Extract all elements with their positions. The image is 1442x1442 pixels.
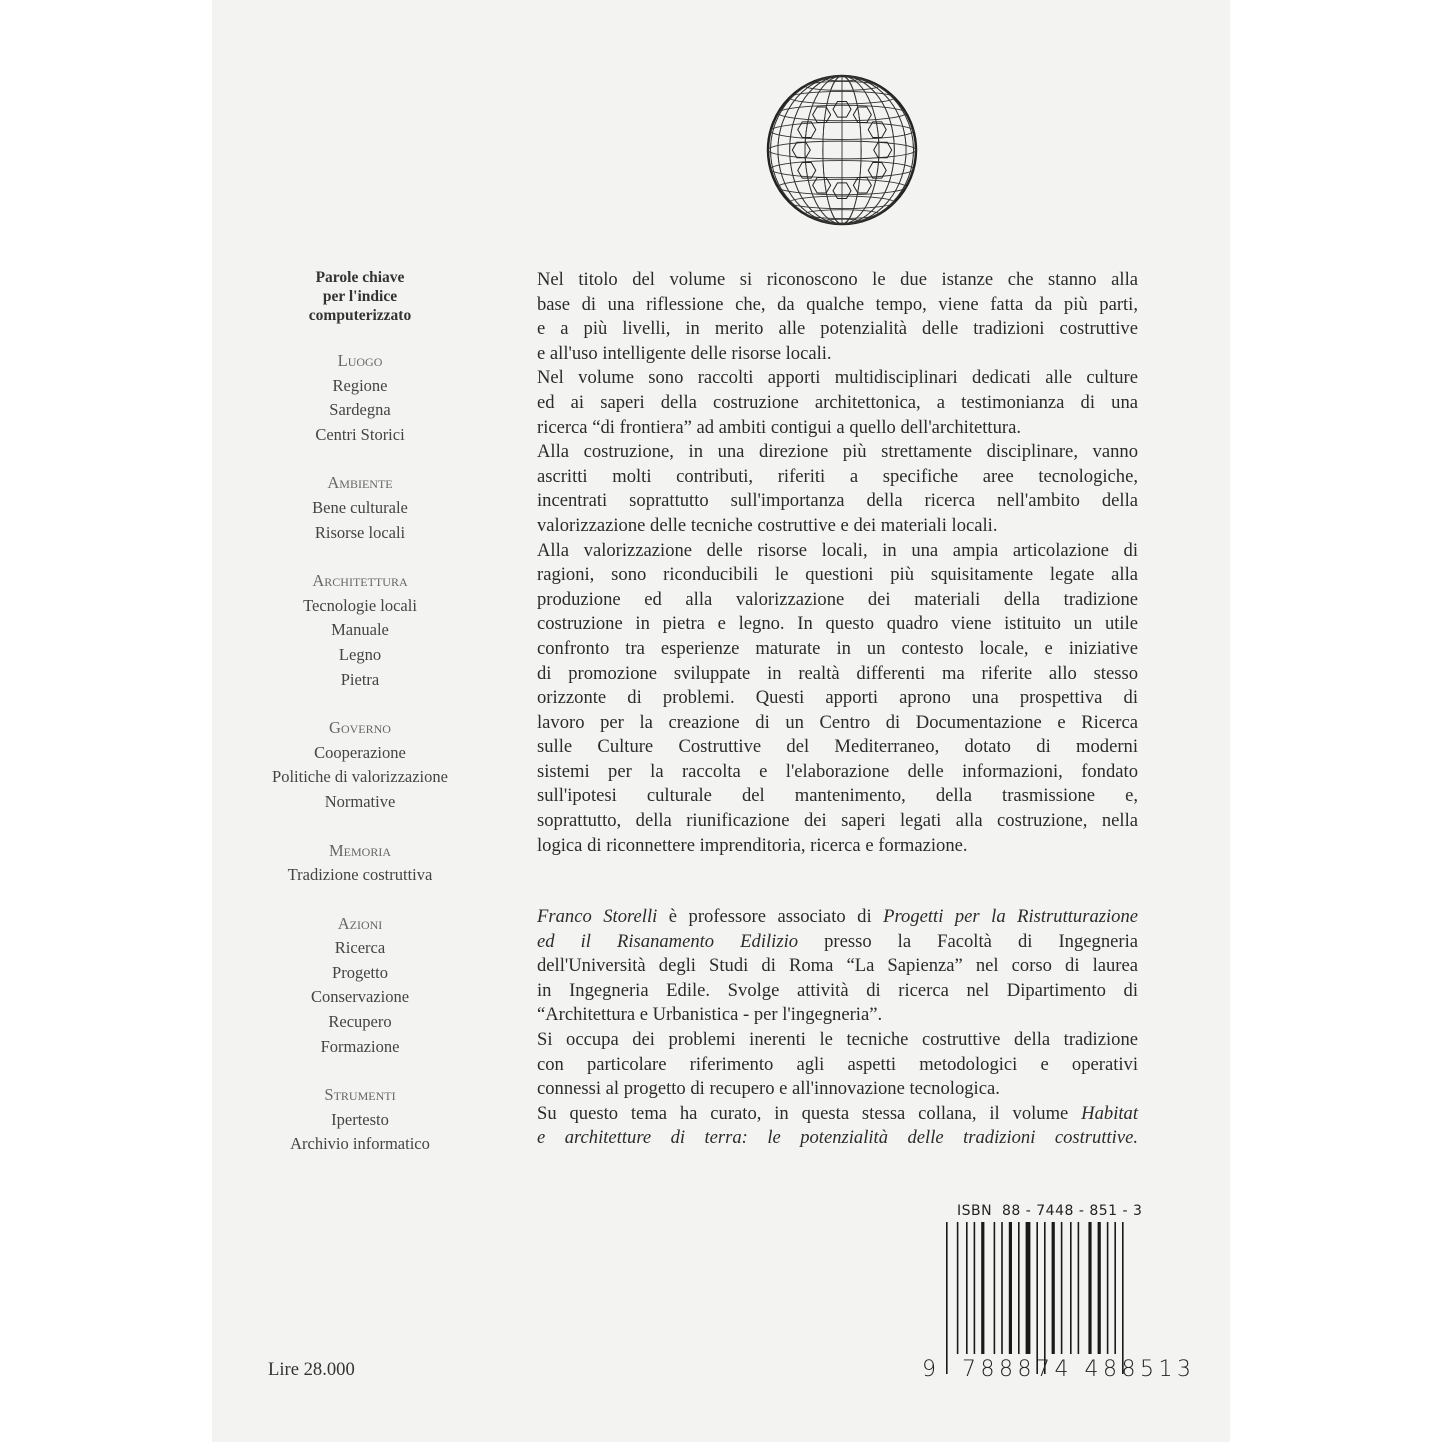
keyword-group [250, 716, 470, 814]
barcode-bar [1098, 1222, 1101, 1354]
description-paragraph [537, 268, 1138, 366]
text-line: lavoro per la creazione di un Centro di Documentazione e Ricerca [537, 711, 1138, 733]
text-segment: in Ingegneria Edile. Svolge attività di ricerca nel Dipartimento di [537, 979, 1138, 1001]
keyword-group [250, 839, 470, 888]
barcode-bar [1009, 1222, 1012, 1354]
keyword-heading-line: Parole chiave [315, 269, 405, 286]
text-line [537, 1077, 1138, 1102]
text-line [537, 954, 1138, 979]
description-paragraph [537, 539, 1138, 859]
text-line [537, 979, 1138, 1004]
barcode-bar [1018, 1222, 1020, 1354]
keyword-category: Strumenti [324, 1085, 396, 1105]
keyword-category: Memoria [328, 840, 391, 860]
keyword-item: Centri Storici [315, 424, 405, 444]
bio-paragraph [537, 1102, 1138, 1151]
barcode-bar [1088, 1222, 1091, 1354]
text-segment: con particolare riferimento agli aspetti metodologici e operativi [537, 1053, 1138, 1075]
barcode-first-digit: 9 [922, 1357, 936, 1382]
barcode-bar [957, 1222, 959, 1354]
text-line: Alla costruzione, in una direzione più strettamente disciplinare, vanno [537, 441, 1138, 463]
text-segment: connessi al progetto di recupero e all'innovazione tecnologica. [537, 1078, 1000, 1100]
text-line [537, 905, 1138, 930]
barcode-bar [966, 1222, 968, 1354]
text-line: confronto tra esperienze maturate in un contesto locale, e iniziative [537, 637, 1138, 659]
text-line: incentrati soprattutto sull'importanza della ricerca nell'ambito della [537, 490, 1138, 512]
keyword-item: Recupero [328, 1012, 392, 1032]
bio-paragraph [537, 905, 1138, 1028]
keyword-item: Ipertesto [331, 1109, 389, 1129]
text-line: ascritti molti contributi, riferiti a specifiche aree tecnologiche, [537, 465, 1138, 487]
price: Lire 28.000 [268, 1359, 355, 1380]
keyword-item: Legno [338, 644, 382, 664]
italic-text: Progetti per la Ristrutturazione [883, 906, 1138, 927]
italic-text: Habitat [1081, 1102, 1138, 1124]
barcode-bar [1026, 1222, 1031, 1354]
keyword-group [250, 471, 470, 545]
barcode-bar [1114, 1222, 1116, 1354]
barcode-bar [974, 1222, 976, 1354]
barcode-bar [1001, 1222, 1003, 1354]
text-line [537, 1003, 1138, 1028]
keyword-category: Architettura [312, 571, 408, 591]
barcode-bar [1122, 1222, 1124, 1374]
keyword-category: Azioni [337, 913, 383, 933]
text-line: di promozione sviluppate in realtà differenti ma riferite allo stesso [537, 662, 1138, 684]
keyword-item: Sardegna [329, 400, 391, 420]
mesh-cell [874, 142, 892, 158]
italic-text: Franco Storelli [537, 906, 658, 927]
keyword-item: Cooperazione [314, 742, 406, 762]
text-line: Nel titolo del volume si riconoscono le due istanze che stanno alla [537, 269, 1138, 290]
text-line: sistemi per la raccolta e l'elaborazione delle informazioni, fondato [537, 760, 1138, 782]
keyword-heading-line: per l'indice [322, 288, 398, 305]
text-line: Nel volume sono raccolti apporti multidisciplinari dedicati alle culture [537, 367, 1138, 389]
keyword-category: Ambiente [327, 473, 393, 493]
text-line: Alla valorizzazione delle risorse locali, in una ampia articolazione di [537, 539, 1138, 561]
keyword-group [250, 569, 470, 692]
text-line [537, 1028, 1138, 1053]
text-line: logica di riconnettere imprenditoria, ricerca e formazione. [537, 834, 968, 856]
barcode-bar [1044, 1222, 1046, 1374]
text-line [537, 1102, 1138, 1127]
keyword-item: Archivio informatico [290, 1134, 430, 1154]
barcode-bar [1061, 1222, 1063, 1354]
mesh-cell [792, 142, 810, 158]
author-bio [537, 905, 1138, 1151]
text-line: e all'uso intelligente delle risorse locali. [537, 342, 832, 364]
keyword-item: Regione [332, 375, 388, 395]
text-segment: presso la Facoltà di Ingegneria [798, 930, 1138, 952]
text-line: valorizzazione delle tecniche costruttive e dei materiali locali. [537, 514, 998, 536]
keyword-item: Ricerca [334, 938, 386, 958]
text-line [537, 1126, 1138, 1151]
text-segment: dell'Università degli Studi di Roma “La Sapienza” nel corso di laurea [537, 955, 1138, 977]
keyword-group [250, 912, 470, 1060]
keyword-item: Tradizione costruttiva [287, 865, 433, 885]
barcode-digits: 788874 488513 [962, 1357, 1196, 1382]
text-line: ragioni, sono riconducibili le questioni più squisitamente legate alla [537, 564, 1138, 586]
text-segment: è professore associato di [657, 906, 884, 927]
barcode-bar [1078, 1222, 1080, 1354]
keyword-group [250, 349, 470, 447]
barcode-bar [1107, 1222, 1109, 1354]
keyword-category: Governo [329, 718, 391, 738]
keyword-item: Pietra [340, 669, 380, 689]
keyword-item: Formazione [320, 1036, 400, 1056]
isbn-label: ISBN 88 - 7448 - 851 - 3 [957, 1203, 1143, 1219]
description-paragraph [537, 366, 1138, 440]
text-line: sulle Culture Costruttive del Mediterraneo, dotato di moderni [537, 736, 1138, 758]
text-line: e a più livelli, in merito alle potenzialità delle tradizioni costruttive [537, 318, 1138, 340]
keyword-heading-line: computerizzato [308, 307, 412, 324]
italic-text: ed il Risanamento Edilizio [537, 930, 799, 952]
barcode-bar [1052, 1222, 1055, 1354]
keyword-item: Progetto [332, 962, 388, 982]
keyword-item: Politiche di valorizzazione [272, 767, 448, 787]
text-segment: Si occupa dei problemi inerenti le tecniche costruttive della tradizione [537, 1028, 1138, 1050]
barcode-bar [946, 1222, 948, 1374]
text-line [537, 930, 1138, 955]
text-segment: “Architettura e Urbanistica - per l'ingegneria”. [537, 1004, 883, 1026]
keyword-item: Risorse locali [314, 522, 406, 542]
keyword-category: Luogo [337, 351, 383, 370]
barcode-bar [981, 1222, 984, 1354]
bio-paragraph [537, 1028, 1138, 1102]
italic-text: e architetture di terra: le potenzialità delle tradizioni costruttive. [537, 1127, 1138, 1149]
barcode-bar [1070, 1222, 1072, 1354]
description-paragraph [537, 440, 1138, 538]
barcode-bar [994, 1222, 996, 1354]
keyword-group [250, 1083, 470, 1157]
keyword-index [250, 268, 470, 1157]
barcode-bar [1036, 1222, 1038, 1374]
text-line: produzione ed alla valorizzazione dei materiali della tradizione [537, 588, 1138, 610]
keyword-item: Manuale [331, 620, 389, 640]
text-segment: Su questo tema ha curato, in questa stessa collana, il volume [537, 1102, 1082, 1124]
text-line: costruzione in pietra e legno. In questo quadro viene istituito un utile [537, 613, 1138, 635]
text-line: ricerca “di frontiera” ad ambiti contigui a quello dell'architettura. [537, 416, 1021, 438]
text-line: ed ai saperi della costruzione architettonica, a testimonianza di una [537, 391, 1138, 413]
keyword-item: Tecnologie locali [303, 595, 417, 615]
text-line [537, 1053, 1138, 1078]
book-description [537, 268, 1138, 858]
keyword-item: Bene culturale [312, 497, 408, 517]
text-line: soprattutto, della riunificazione dei saperi legati alla costruzione, nella [537, 810, 1138, 832]
keyword-item: Normative [324, 791, 396, 811]
text-line: base di una riflessione che, da qualche tempo, viene fatta da più parti, [537, 293, 1138, 315]
keyword-item: Conservazione [310, 987, 410, 1007]
geodesic-sphere-illustration [762, 70, 922, 230]
text-line: sull'ipotesi culturale del mantenimento, della trasmissione e, [537, 785, 1138, 807]
text-line: orizzonte di problemi. Questi apporti aprono una prospettiva di [537, 687, 1138, 709]
